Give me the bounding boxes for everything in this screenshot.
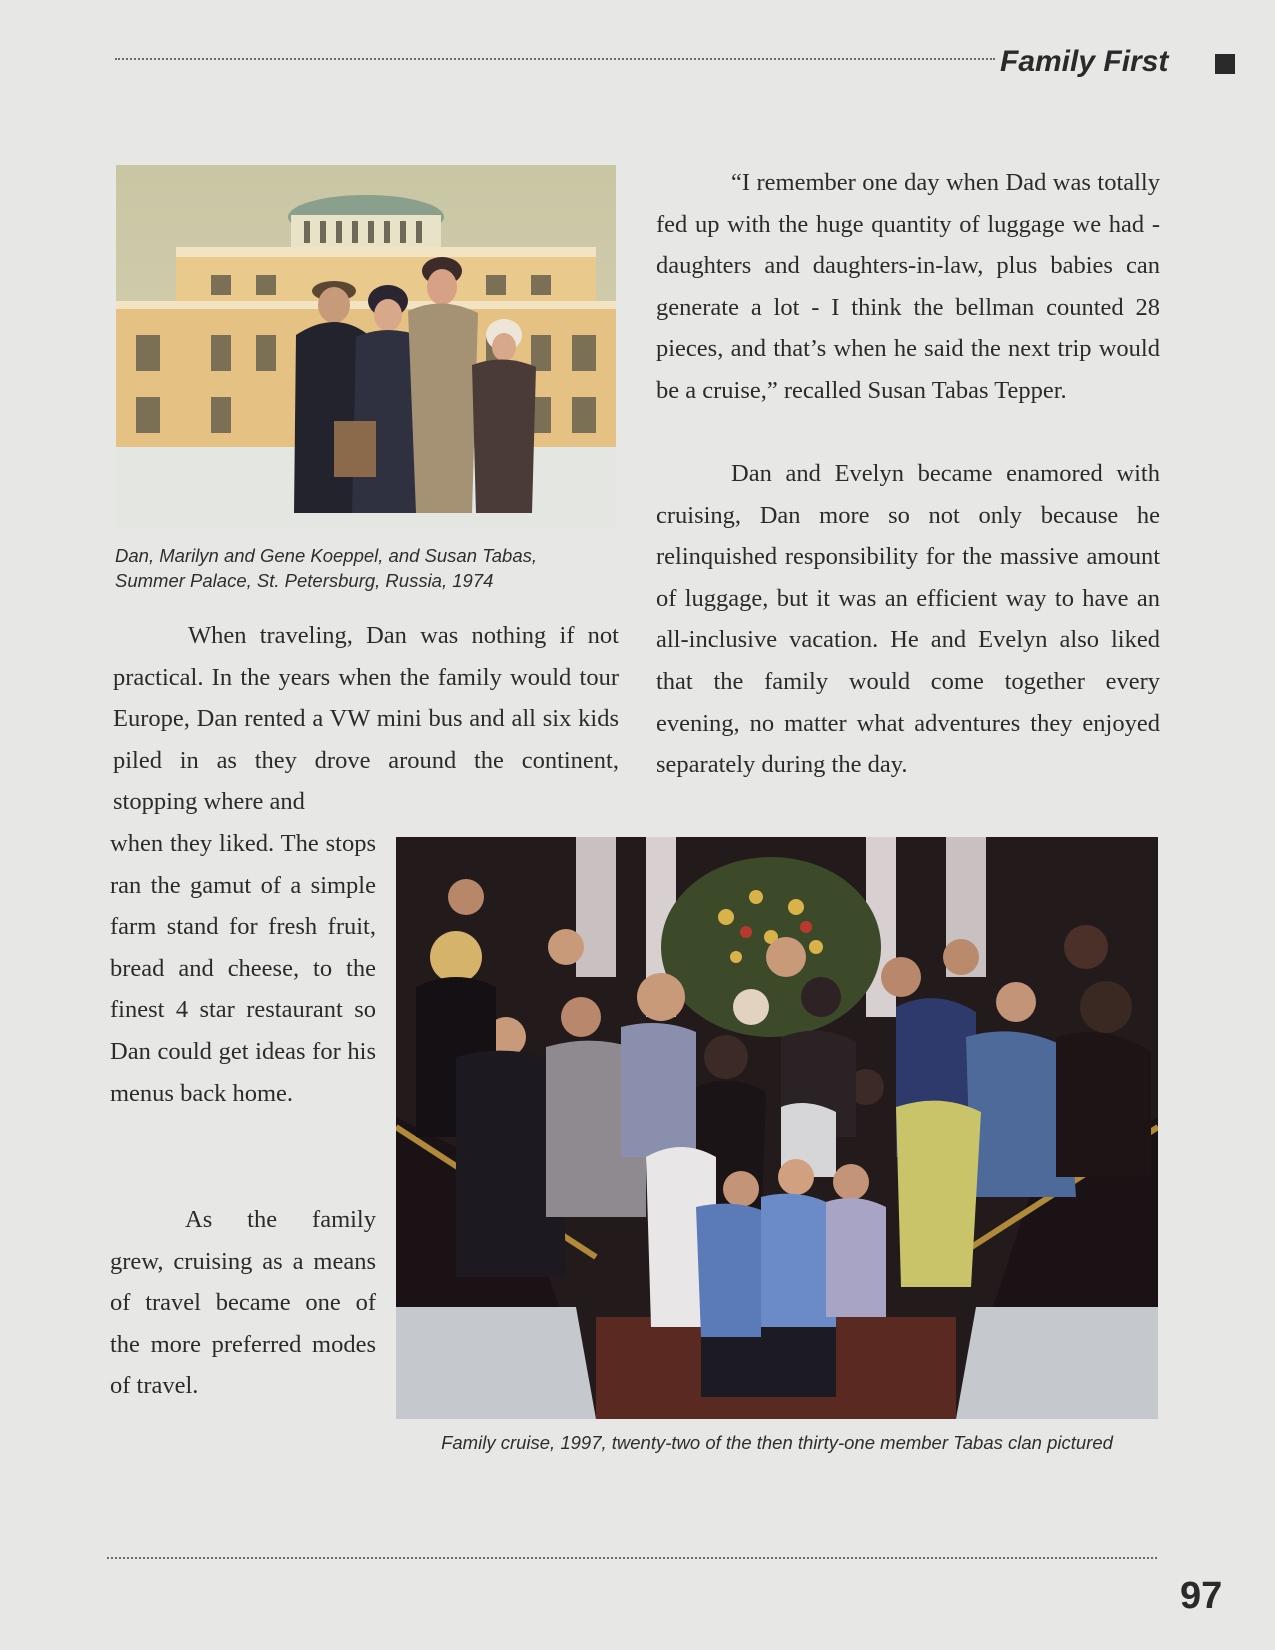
header-dotted-rule	[115, 58, 995, 60]
running-header-title: Family First	[1000, 45, 1169, 78]
photo-summer-palace	[116, 165, 616, 527]
paragraph-traveling	[113, 615, 619, 823]
caption-line-1: Dan, Marilyn and Gene Koeppel, and Susan Tabas,	[115, 545, 538, 566]
paragraph-text: When traveling, Dan was nothing if not practical. In the years when the family would tour Europe, Dan rented a VW mini bus and all six kids piled in as they drove around the continent, stopping where and	[113, 622, 619, 816]
paragraph-family-grew	[110, 1199, 376, 1407]
paragraph-cruising	[656, 453, 1160, 786]
photo-caption-family-cruise: Family cruise, 1997, twenty-two of the then thirty-one member Tabas clan pictured	[441, 1432, 1113, 1453]
footer-dotted-rule	[107, 1557, 1157, 1559]
photo-caption-summer-palace	[115, 543, 635, 593]
paragraph-luggage-quote	[656, 162, 1160, 412]
paragraph-stops	[110, 823, 376, 1114]
photo-family-cruise	[396, 837, 1158, 1419]
header-square-marker	[1215, 54, 1235, 74]
paragraph-text: “I remember one day when Dad was totally fed up with the huge quantity of luggage we had - daughters and daughters-in-law, plus babies can generate a lot - I think the bellman counted 28 pieces, and that’s when he said the next trip would be a cruise,” recalled Susan Tabas Tepper.	[656, 169, 1160, 404]
paragraph-text: when they liked. The stops ran the gamut of a simple farm stand for fresh fruit, bread and cheese, to the finest 4 star restaurant so Dan could get ideas for his menus back home.	[110, 830, 376, 1107]
page-number: 97	[1180, 1575, 1223, 1617]
paragraph-text: Dan and Evelyn became enamored with cruising, Dan more so not only because he relinquished responsibility for the massive amount of luggage, but it was an efficient way to have an all-inclusive vacation. He and Evelyn also liked that the family would come together every evening, no matter what adventures they enjoyed separately during the day.	[656, 460, 1160, 779]
caption-line-2: Summer Palace, St. Petersburg, Russia, 1974	[115, 570, 494, 591]
paragraph-text: As the family grew, cruising as a means of travel became one of the more preferred modes of travel.	[110, 1206, 376, 1400]
